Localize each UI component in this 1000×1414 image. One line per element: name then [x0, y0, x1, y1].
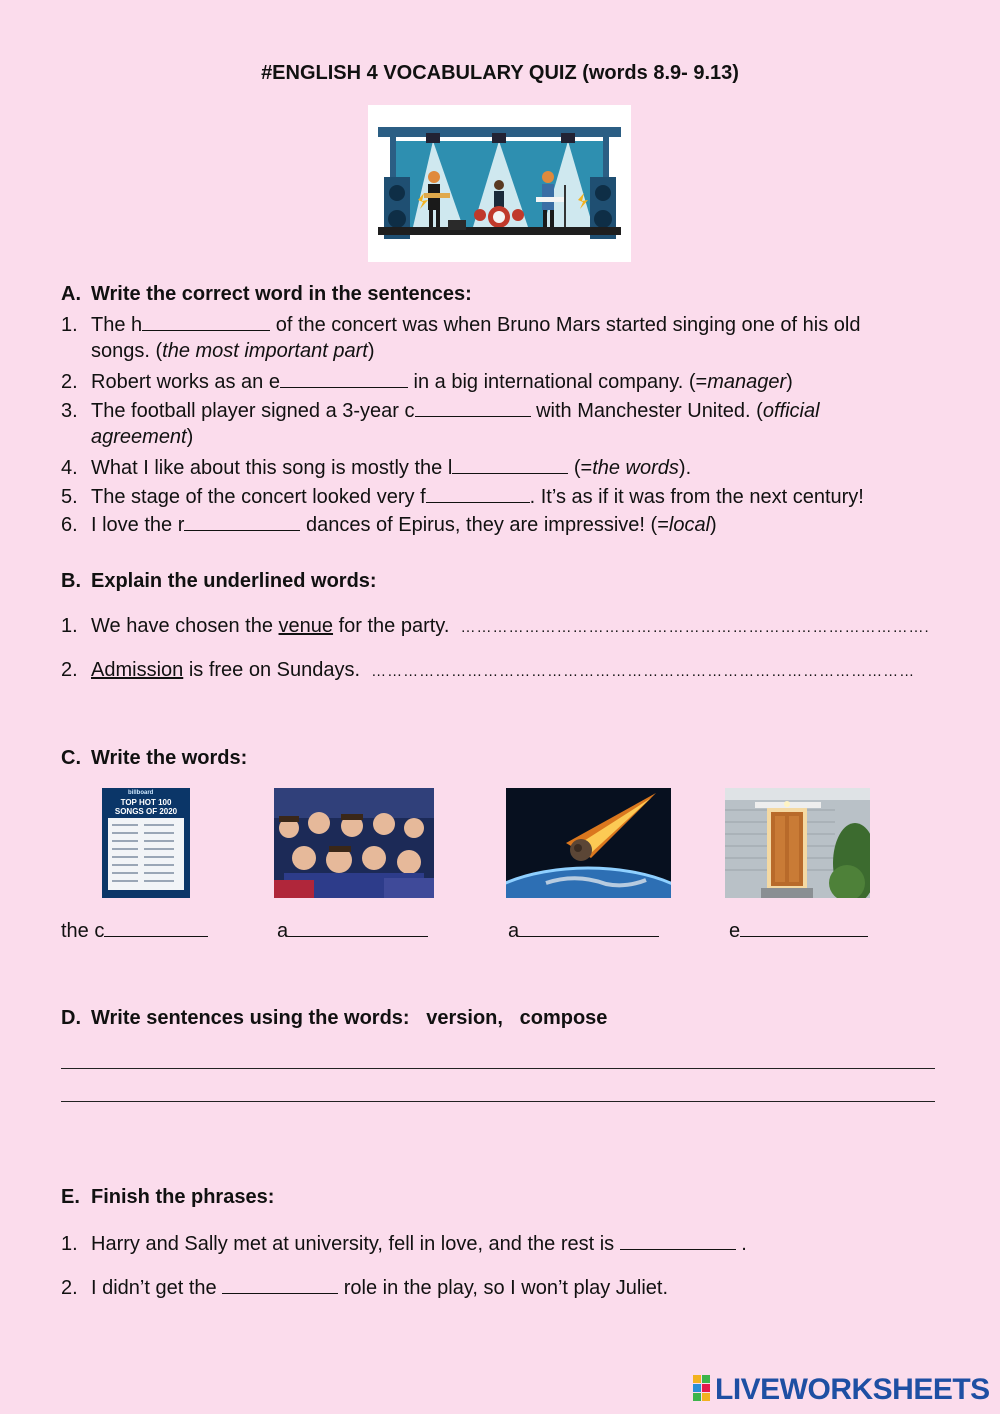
section-letter: B.: [61, 570, 81, 592]
question-text: with Manchester United. (: [530, 400, 763, 422]
item-number: 2.: [61, 371, 78, 393]
question-text: is free on Sundays.: [183, 659, 361, 681]
caption-3: [508, 918, 659, 943]
question-b2: [61, 659, 915, 682]
question-text: What I like about this song is mostly the l: [91, 457, 453, 479]
question-text: songs. (: [91, 340, 163, 362]
question-e2: [61, 1275, 668, 1300]
item-number: 1.: [61, 615, 78, 637]
answer-blank[interactable]: [426, 484, 530, 503]
question-text: Harry and Sally met at university, fell in love, and the rest is: [91, 1233, 620, 1255]
item-number: 3.: [61, 400, 78, 422]
section-letter: C.: [61, 747, 81, 769]
answer-blank[interactable]: [280, 369, 408, 388]
caption-1: [61, 918, 208, 943]
answer-blank[interactable]: [222, 1275, 338, 1294]
hint-text: agreement: [91, 426, 187, 448]
answer-blank[interactable]: [184, 512, 300, 531]
underlined-word: Admission: [91, 659, 184, 681]
question-text: ): [367, 340, 375, 362]
question-text: ).: [678, 457, 692, 479]
question-text: ): [786, 371, 793, 393]
question-text: We have chosen the: [91, 615, 279, 637]
item-number: 2.: [61, 659, 78, 681]
house-entrance-image: [725, 788, 870, 898]
answer-blank[interactable]: [142, 312, 270, 331]
hint-text: local: [668, 514, 711, 536]
answer-blank[interactable]: [620, 1231, 736, 1250]
item-number: 5.: [61, 486, 78, 508]
section-e-heading: [61, 1186, 274, 1209]
section-letter: A.: [61, 283, 81, 305]
question-text: .: [735, 1233, 747, 1255]
section-title: Write the words:: [91, 747, 248, 769]
caption-text: e: [729, 920, 741, 942]
question-b1: [61, 615, 930, 638]
question-text: of the concert was when Bruno Mars started singing one of his old: [270, 314, 861, 336]
question-text: Robert works as an e: [91, 371, 280, 393]
caption-text: a: [508, 920, 520, 942]
answer-blank[interactable]: [288, 918, 428, 937]
section-title: Explain the underlined words:: [91, 570, 377, 592]
question-e1: [61, 1231, 747, 1256]
chart-image-brand: billboard: [128, 790, 154, 796]
question-a1: [61, 312, 860, 337]
question-a3: [61, 398, 820, 423]
item-number: 6.: [61, 514, 78, 536]
page-title: #ENGLISH 4 VOCABULARY QUIZ (words 8.9- 9.13): [261, 62, 739, 84]
hint-text: the words: [592, 457, 679, 479]
liveworksheets-logo-icon: [693, 1375, 711, 1403]
answer-blank[interactable]: [740, 918, 868, 937]
question-text: ): [710, 514, 717, 536]
section-c-heading: [61, 747, 247, 770]
section-letter: E.: [61, 1186, 80, 1208]
answer-blank[interactable]: [104, 918, 208, 937]
question-text: (=: [568, 457, 593, 479]
underlined-word: venue: [278, 615, 334, 637]
question-text: . It’s as if it was from the next century!: [529, 486, 864, 508]
hint-text: manager: [707, 371, 787, 393]
section-a-heading: [61, 283, 472, 306]
question-text: ): [186, 426, 194, 448]
item-number: 2.: [61, 1277, 78, 1299]
question-text: The football player signed a 3-year c: [91, 400, 415, 422]
asteroid-hitting-earth-image: [506, 788, 671, 898]
item-number: 1.: [61, 1233, 78, 1255]
question-text: for the party.: [333, 615, 450, 637]
caption-4: [729, 918, 868, 943]
answer-dotted-line[interactable]: …………………………………………………………………………………………: [371, 663, 916, 680]
section-title: Finish the phrases:: [91, 1186, 275, 1208]
hint-text: the most important part: [162, 340, 368, 362]
question-text: role in the play, so I won’t play Juliet.: [338, 1277, 668, 1299]
section-title: Write sentences using the words: version, compose: [91, 1007, 608, 1029]
answer-blank[interactable]: [415, 398, 531, 417]
hero-concert-image: [368, 105, 631, 262]
answer-line-2[interactable]: [61, 1101, 935, 1102]
hint-text: official: [762, 400, 820, 422]
question-a6: [61, 512, 717, 537]
question-a4: [61, 455, 691, 480]
caption-text: the c: [61, 920, 105, 942]
section-d-heading: [61, 1007, 607, 1030]
question-text: in a big international company. (=: [407, 371, 708, 393]
section-title: Write the correct word in the sentences:: [91, 283, 472, 305]
caption-text: a: [277, 920, 289, 942]
answer-line-1[interactable]: [61, 1068, 935, 1069]
top-hot-100-chart-image: [102, 788, 190, 898]
question-text: The h: [91, 314, 143, 336]
question-a1-cont: [91, 340, 374, 363]
question-a5: [61, 484, 864, 509]
question-text: dances of Epirus, they are impressive! (=: [300, 514, 669, 536]
answer-blank[interactable]: [452, 455, 568, 474]
answer-dotted-line[interactable]: …………………………………………………………………………….: [460, 619, 930, 636]
question-text: I love the r: [91, 514, 185, 536]
item-number: 4.: [61, 457, 78, 479]
liveworksheets-logo[interactable]: [693, 1373, 990, 1407]
item-number: 1.: [61, 314, 78, 336]
question-text: The stage of the concert looked very f: [91, 486, 426, 508]
question-text: I didn’t get the: [91, 1277, 223, 1299]
question-a2: [61, 369, 793, 394]
chart-image-caption: TOP HOT 100 SONGS OF 2020: [114, 798, 178, 816]
section-letter: D.: [61, 1007, 81, 1029]
answer-blank[interactable]: [519, 918, 659, 937]
section-b-heading: [61, 570, 377, 593]
excited-audience-image: [274, 788, 434, 898]
logo-text: LIVEWORKSHEETS: [715, 1373, 990, 1406]
question-a3-cont: [91, 426, 193, 449]
caption-2: [277, 918, 428, 943]
